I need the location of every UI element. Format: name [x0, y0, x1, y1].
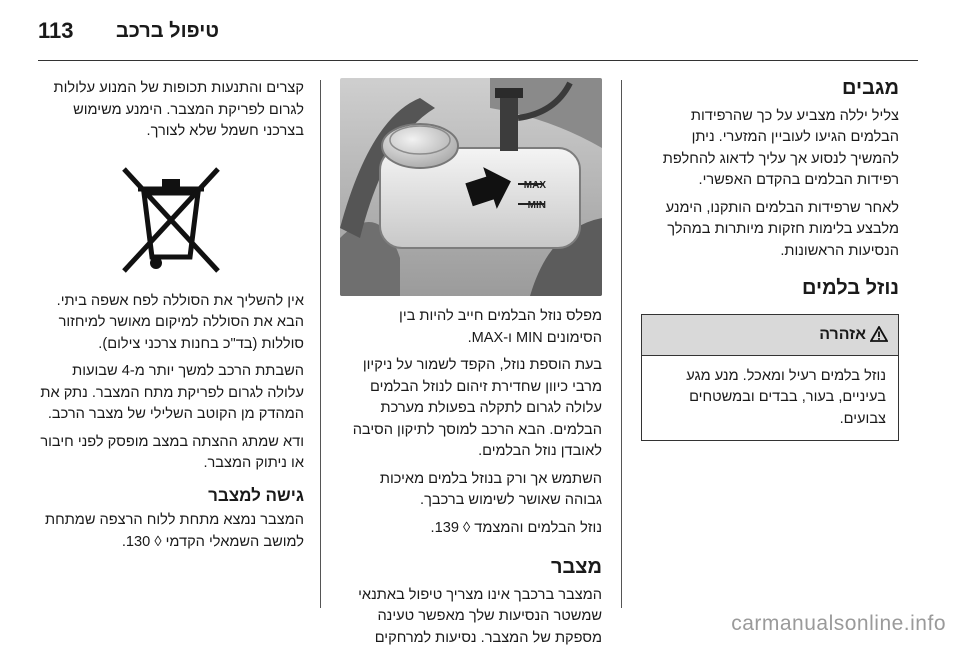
heading-brake-fluid: נוזל בלמים: [802, 277, 899, 299]
page-title: טיפול ברכב: [116, 20, 220, 42]
watermark: carmanualsonline.info: [731, 612, 946, 635]
warning-text: נוזל בלמים רעיל ומאכל. מנע מגע בעיניים, בעור, בבדים ובמשטחים צבועים.: [686, 367, 886, 427]
paragraph-squeal: צליל יללה מצביע על כך שהרפידות הבלמים הגיעו לעוביין המזערי. ניתן להמשיך לנסוע אך עליך לדאוג להחלפת רפידות הבלמים בהקדם האפשרי.: [662, 107, 899, 188]
brake-reservoir-photo: [340, 78, 602, 296]
paragraph-short-trips: קצרים והתנעות תכופות של המנוע עלולות לגרום לפריקת המצבר. הימנע משימוש בצרכני חשמל שלא לצורך.: [53, 80, 304, 139]
page-number: 113: [38, 18, 74, 43]
paragraph-after-install: לאחר שרפידות הבלמים הותקנו, הימנע מלבצע בלימות חזקות מיותרות במהלך הנסיעות הראשונות.: [665, 199, 899, 259]
page-header: [38, 14, 918, 54]
column-divider-left: [320, 80, 321, 608]
warning-box: [641, 314, 899, 442]
heading-wipers: מגבים: [842, 77, 899, 99]
heading-battery-access: גישה למצבר: [208, 485, 304, 505]
paragraph-fluid-level: מפלס נוזל הבלמים חייב להיות בין הסימונים MIN ו-MAX.: [399, 308, 602, 346]
paragraph-topup: בעת הוספת נוזל, הקפד לשמור על ניקיון מרבי כיוון שחדירת זיהום לנוזל הבלמים עלולה לגרום לתקלה בפעולת מערכת הבלמים. הבא הרכב למוסך לתיקון הסיבה לאובדן נוזל הבלמים.: [352, 357, 602, 459]
paragraph-ignition-off: ודא שמתג ההצתה במצב מופסק לפני חיבור או ניתוק המצבר.: [40, 433, 304, 471]
column-divider-right: [621, 80, 622, 608]
header-rule: [38, 60, 918, 61]
warning-title: אזהרה: [819, 325, 866, 343]
paragraph-battery-access: המצבר נמצא מתחת ללוח הרצפה שמתחת למושב השמאלי הקדמי ◊ 130.: [45, 512, 304, 550]
warning-header: [642, 315, 898, 356]
max-label: MAX: [523, 180, 546, 191]
left-column: [38, 78, 304, 559]
paragraph-long-parking: השבתת הרכב למשך יותר מ-4 שבועות עלולה לגרום לפריקת מתח המצבר. נתק את המהדק מן הקוטב השלילי של מצבר הרכב.: [40, 363, 304, 422]
heading-battery: מצבר: [550, 556, 602, 578]
right-column: [641, 78, 899, 441]
paragraph-battery: המצבר ברכבך אינו מצריך טיפול באתנאי שמשטר הנסיעות שלך מאפשר טעינה מספקת של המצבר. נסיעות למרחקים: [358, 586, 602, 646]
warning-triangle-icon: [870, 326, 888, 342]
min-label: MIN: [527, 200, 546, 211]
middle-column: [340, 78, 602, 655]
paragraph-use-fluid: השתמש אך ורק בנוזל בלמים מאיכות גבוהה שאושר לשימוש ברכבך.: [379, 470, 602, 508]
paragraph-fluid-reference: נוזל הבלמים והמצמד ◊ 139.: [430, 519, 602, 536]
paragraph-disposal: אין להשליך את הסוללה לפח אשפה ביתי. הבא את הסוללה למיקום מאושר למיחזור סוללות (בד"כ בחנות צרכני צילום).: [56, 292, 304, 352]
crossed-bin-icon: [116, 159, 226, 277]
